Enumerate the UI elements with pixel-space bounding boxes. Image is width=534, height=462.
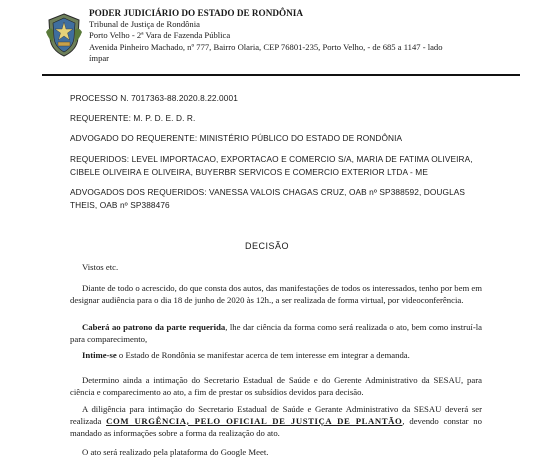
bold-intime: Intime-se [82, 350, 117, 360]
court-address: Avenida Pinheiro Machado, nº 777, Bairro Olaria, CEP 76801-235, Porto Velho, - de 685 a 1147 - lado [89, 41, 443, 52]
defendants-line-2: CIBELE OLIVEIRA E OLIVEIRA, BUYERBR SERVICOS E COMERCIO EXTERIOR LTDA - ME [70, 166, 428, 177]
defendants-lawyers-line-1: ADVOGADOS DOS REQUERIDOS: VANESSA VALOIS CHAGAS CRUZ, OAB nº SP388592, DOUGLAS [70, 187, 466, 197]
urgent-notice: COM URGÊNCIA, PELO OFICIAL DE JUSTIÇA DE PLANTÃO [106, 415, 403, 426]
coat-of-arms-icon [44, 12, 84, 58]
court-address-continued: ímpar [89, 52, 110, 63]
paragraph-notify-counsel [70, 322, 482, 346]
header-text [89, 8, 529, 64]
header-divider [42, 74, 520, 76]
intime-text: o Estado de Rondônia se manifestar acerca de tem interesse em integrar a demanda. [116, 350, 410, 360]
paragraph-hearing: Diante de todo o acrescido, do que consta dos autos, das manifestações de todos os interessados, tenho por bem em designar audiência para o dia 18 de junho de 2020 às 12h., a ser realizada de forma virtual, por videoconferência. [70, 283, 483, 305]
organization-name: PODER JUDICIÁRIO DO ESTADO DE RONDÔNIA [89, 8, 303, 18]
plaintiff-lawyer: ADVOGADO DO REQUERENTE: MINISTÉRIO PÚBLICO DO ESTADO DE RONDÔNIA [70, 133, 403, 143]
document-header [0, 0, 534, 76]
paragraph-diligence [70, 404, 482, 439]
decision-title: DECISÃO [244, 241, 289, 251]
paragraph-secretary: Determino ainda a intimação do Secretario Estadual de Saúde e do Gerente Administrativo da SESAU, para ciência e comparecimento ao ato, a fim de prestar os subsídios devidos para decisão. [70, 375, 482, 397]
court-name: Tribunal de Justiça de Rondônia [89, 19, 200, 30]
plaintiff: REQUERENTE: M. P. D. E. D. R. [70, 113, 196, 123]
vistos-paragraph: Vistos etc. [82, 262, 119, 272]
diligence-text: A diligência para intimação do Secretario Estadual de Saúde e Gerante Administrativo da SESAU deverá ser realizada [70, 404, 482, 426]
counsel-text: , lhe dar ciência da forma como será realizada o ato, bem como instruí-la para comparecimento, [70, 322, 482, 344]
paragraph-platform: O ato será realizado pela plataforma do Google Meet. [82, 447, 269, 457]
paragraph-intime [70, 350, 482, 362]
diligence-text-end: , devendo constar no mandado as informações sobre a forma da realização do ato. [70, 415, 482, 438]
defendants-lawyers-line-2: THEIS, OAB nº SP388476 [70, 199, 170, 210]
defendants [70, 153, 490, 179]
case-number: PROCESSO N. 7017363-88.2020.8.22.0001 [70, 93, 238, 103]
defendants-lawyers [70, 186, 490, 212]
defendants-line-1: REQUERIDOS: LEVEL IMPORTACAO, EXPORTACAO E COMERCIO S/A, MARIA DE FATIMA OLIVEIRA, [70, 154, 473, 164]
bold-counsel: Caberá ao patrono da parte requerida [82, 322, 226, 332]
court-unit: Porto Velho - 2ª Vara de Fazenda Pública [89, 30, 231, 41]
